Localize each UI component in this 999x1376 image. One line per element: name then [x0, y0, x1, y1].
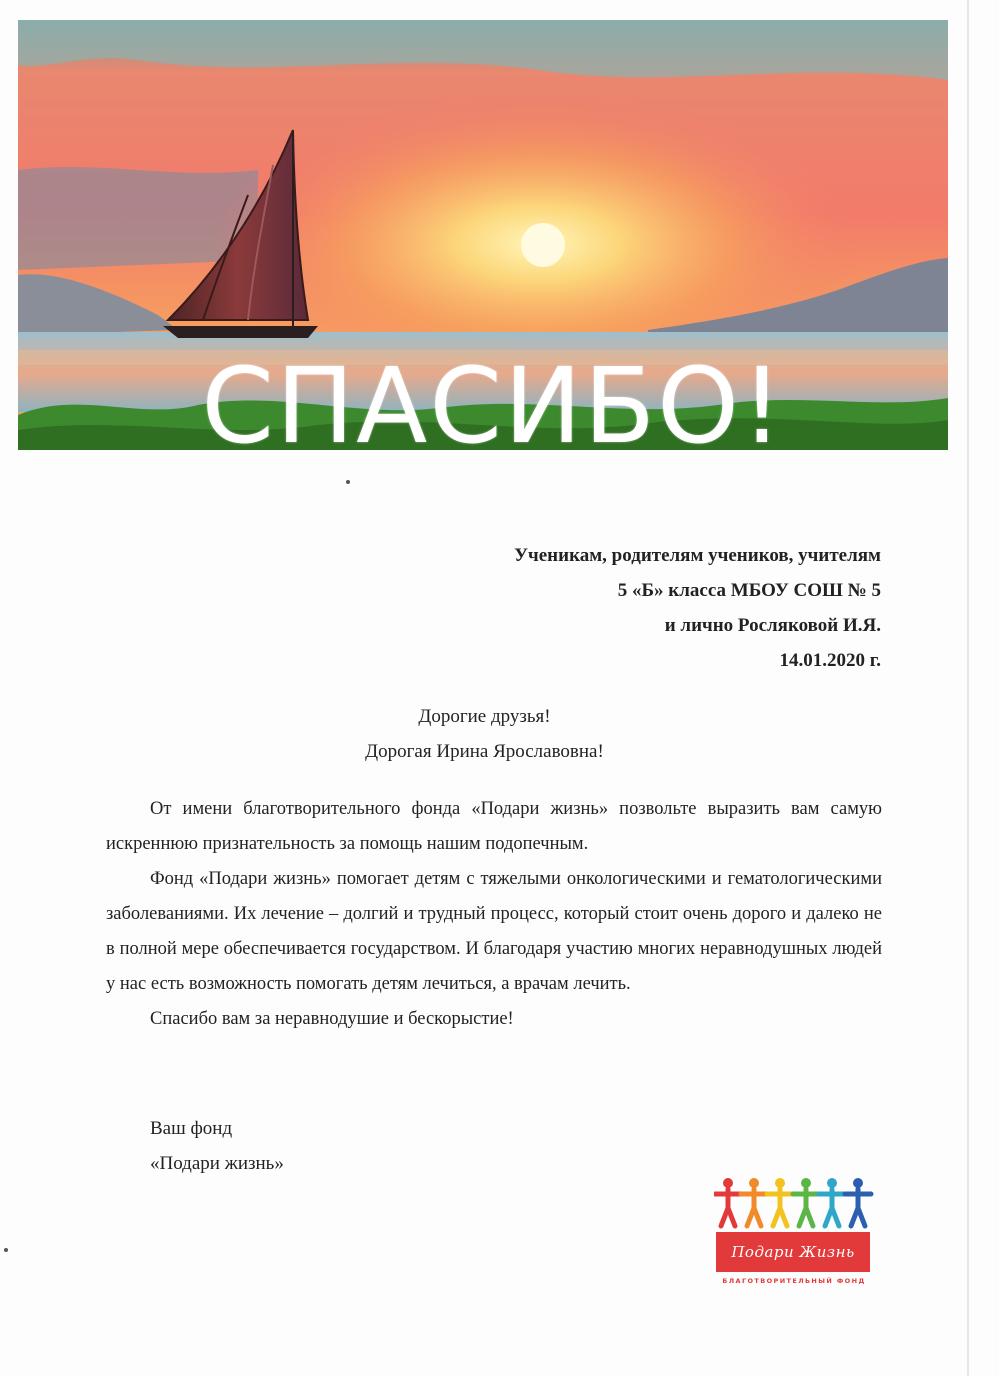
logo-person-icon: [767, 1178, 793, 1226]
body-paragraph: От имени благотворительного фонда «Подари жизнь» позвольте выразить вам самую искреннюю признательность за помощь нашим подопечным.: [106, 799, 882, 854]
scan-speck: [346, 480, 350, 484]
addressee-line: и лично Росляковой И.Я.: [664, 615, 881, 636]
salutation: [0, 699, 999, 769]
page-edge: [967, 0, 969, 1376]
addressee-line: Ученикам, родителям учеников, учителям: [514, 545, 881, 566]
logo-person-icon: [715, 1178, 741, 1226]
logo-caption: БЛАГОТВОРИТЕЛЬНЫЙ ФОНД: [722, 1277, 866, 1285]
logo-wordmark: Подари Жизнь: [716, 1232, 870, 1272]
addressee-line: 5 «Б» класса МБОУ СОШ № 5: [617, 580, 881, 601]
foundation-logo: [714, 1176, 874, 1291]
addressee-block: [514, 538, 881, 678]
banner-title: СПАСИБО!: [201, 345, 785, 450]
letter-date: 14.01.2020 г.: [779, 650, 881, 671]
sun: [521, 223, 565, 267]
salutation-line: Дорогая Ирина Ярославовна!: [365, 741, 604, 762]
salutation-line: Дорогие друзья!: [418, 706, 551, 727]
logo-person-icon: [793, 1178, 819, 1226]
body-paragraph: Спасибо вам за неравнодушие и бескорыстие!: [150, 1009, 514, 1029]
people-chain-icon: [714, 1176, 874, 1230]
logo-person-icon: [845, 1178, 871, 1226]
scan-speck: [4, 1248, 8, 1252]
signature: [150, 1111, 284, 1181]
signature-line: «Подари жизнь»: [150, 1153, 284, 1174]
signature-line: Ваш фонд: [150, 1118, 233, 1139]
logo-person-icon: [819, 1178, 845, 1226]
logo-person-icon: [741, 1178, 767, 1226]
body-paragraph: Фонд «Подари жизнь» помогает детям с тяжелыми онкологическими и гематологическими заболеваниями. Их лечение – долгий и трудный процесс, который стоит очень дорого и далеко не в полной мере обеспечивается государством. И благодаря участию многих неравнодушных людей у нас есть возможность помогать детям лечиться, а врачам лечить.: [106, 869, 882, 994]
letter-body: [106, 792, 882, 1037]
watercolor-banner: [18, 20, 948, 450]
